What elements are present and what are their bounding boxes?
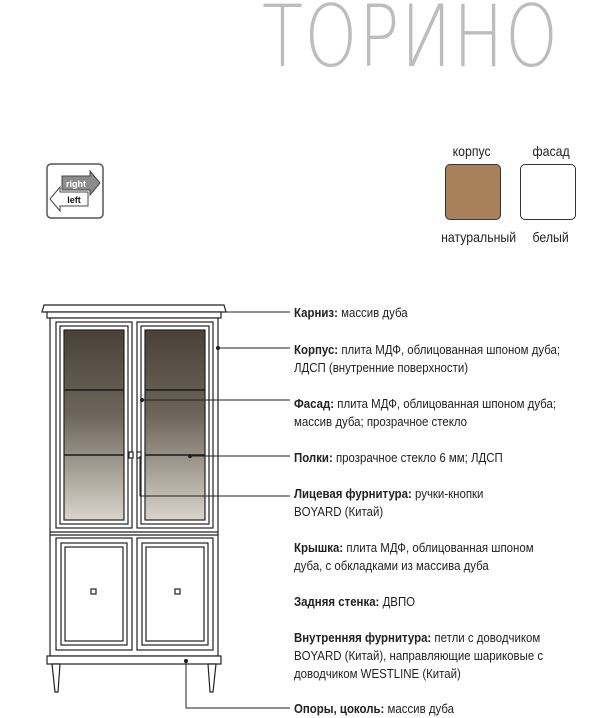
spec-name: Корпус: bbox=[294, 342, 339, 357]
spec-top: Крышка: плита МДФ, облицованная шпоном дуба, с обкладками из массива дуба bbox=[294, 540, 534, 573]
product-title: ТОРИНО bbox=[262, 0, 560, 87]
spec-name: Опоры, цоколь: bbox=[294, 701, 385, 716]
spec-front-fittings: Лицевая фурнитура: ручки-кнопки BOYARD (Китай) bbox=[294, 486, 484, 519]
spec-body: Корпус: плита МДФ, облицованная шпоном дуба; ЛДСП (внутренние поверхности) bbox=[294, 342, 561, 375]
spec-name: Лицевая фурнитура: bbox=[294, 486, 412, 501]
spec-facade: Фасад: плита МДФ, облицованная шпоном дуба; массив дуба; прозрачное стекло bbox=[294, 396, 557, 429]
spec-back-wall: Задняя стенка: ДВПО bbox=[294, 594, 416, 609]
swatch-heading-facade: фасад bbox=[532, 143, 570, 159]
swatch-caption-white: белый bbox=[532, 229, 569, 245]
left-label: left bbox=[67, 195, 81, 205]
spec-name: Крышка: bbox=[294, 540, 344, 555]
spec-cornice: Карниз: массив дуба bbox=[294, 305, 408, 320]
spec-name: Внутренняя фурнитура: bbox=[294, 630, 432, 645]
swatch-heading-body: корпус bbox=[452, 143, 491, 159]
spec-name: Фасад: bbox=[294, 396, 335, 411]
spec-shelves: Полки: прозрачное стекло 6 мм; ЛДСП bbox=[294, 450, 503, 465]
spec-name: Задняя стенка: bbox=[294, 594, 380, 609]
spec-legs-plinth: Опоры, цоколь: массив дуба bbox=[294, 701, 455, 716]
swatch-caption-natural: натуральный bbox=[441, 229, 517, 245]
spec-inner-fittings: Внутренняя фурнитура: петли с доводчиком BOYARD (Китай), направляющие шариковые с доводчиком WESTLINE (Китай) bbox=[294, 630, 544, 681]
spec-name: Карниз: bbox=[294, 305, 338, 320]
right-label: right bbox=[66, 179, 86, 189]
spec-name: Полки: bbox=[294, 450, 333, 465]
